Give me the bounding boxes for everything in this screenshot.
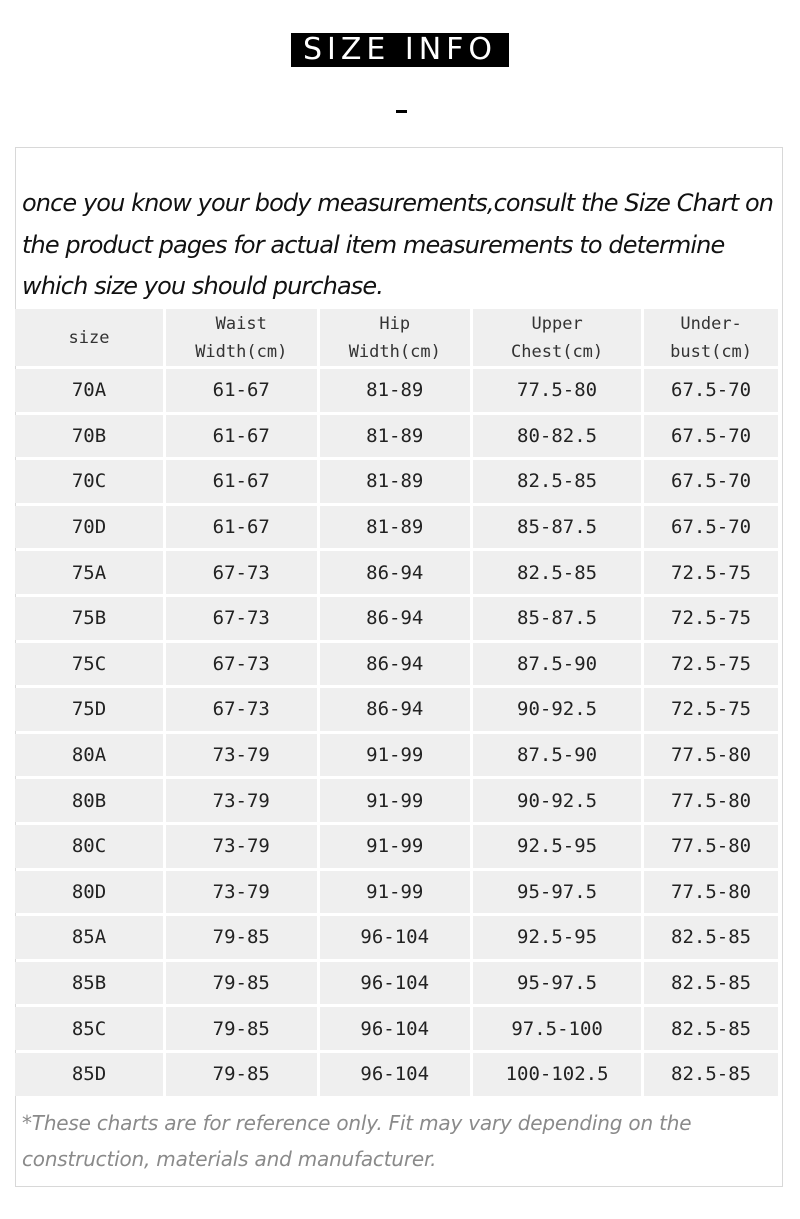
header-upper-chest-line2: Chest(cm) [511, 341, 604, 362]
hip-cell: 86-94 [320, 688, 471, 731]
hip-cell: 96-104 [320, 1007, 471, 1050]
table-row [15, 597, 778, 640]
hip-cell: 86-94 [320, 597, 471, 640]
upper-chest-cell: 90-92.5 [473, 779, 641, 822]
header-underbust-line1: Under- [680, 313, 742, 334]
waist-cell: 61-67 [166, 506, 317, 549]
underbust-cell: 72.5-75 [644, 688, 778, 731]
size-cell: 80B [15, 779, 163, 822]
header-size-label: size [68, 327, 110, 348]
hip-cell: 86-94 [320, 643, 471, 686]
hip-cell: 96-104 [320, 916, 471, 959]
upper-chest-cell: 90-92.5 [473, 688, 641, 731]
underbust-cell: 82.5-85 [644, 1053, 778, 1096]
hip-cell: 91-99 [320, 779, 471, 822]
hip-cell: 91-99 [320, 825, 471, 868]
header-size [15, 309, 163, 366]
size-cell: 85B [15, 962, 163, 1005]
table-row [15, 962, 778, 1005]
waist-cell: 79-85 [166, 1053, 317, 1096]
waist-cell: 79-85 [166, 916, 317, 959]
header-underbust [644, 309, 778, 366]
underbust-cell: 72.5-75 [644, 643, 778, 686]
hip-cell: 81-89 [320, 460, 471, 503]
table-row [15, 551, 778, 594]
underbust-cell: 67.5-70 [644, 506, 778, 549]
waist-cell: 79-85 [166, 962, 317, 1005]
header-underbust-line2: bust(cm) [670, 341, 753, 362]
size-cell: 75A [15, 551, 163, 594]
underbust-cell: 82.5-85 [644, 962, 778, 1005]
waist-cell: 73-79 [166, 871, 317, 914]
hip-cell: 96-104 [320, 1053, 471, 1096]
underbust-cell: 82.5-85 [644, 1007, 778, 1050]
waist-cell: 61-67 [166, 415, 317, 458]
header-upper-chest-line1: Upper [531, 313, 583, 334]
waist-cell: 67-73 [166, 597, 317, 640]
upper-chest-cell: 87.5-90 [473, 734, 641, 777]
size-cell: 70C [15, 460, 163, 503]
hip-cell: 81-89 [320, 369, 471, 412]
upper-chest-cell: 95-97.5 [473, 962, 641, 1005]
underbust-cell: 72.5-75 [644, 597, 778, 640]
size-cell: 85D [15, 1053, 163, 1096]
hip-cell: 96-104 [320, 962, 471, 1005]
size-cell: 80D [15, 871, 163, 914]
upper-chest-cell: 92.5-95 [473, 916, 641, 959]
waist-cell: 73-79 [166, 734, 317, 777]
title-underline-dash [396, 110, 407, 113]
upper-chest-cell: 100-102.5 [473, 1053, 641, 1096]
size-cell: 70B [15, 415, 163, 458]
underbust-cell: 82.5-85 [644, 916, 778, 959]
table-row [15, 460, 778, 503]
header-waist-line1: Waist [215, 313, 267, 334]
waist-cell: 79-85 [166, 1007, 317, 1050]
upper-chest-cell: 95-97.5 [473, 871, 641, 914]
waist-cell: 73-79 [166, 825, 317, 868]
header-hip-line1: Hip [379, 313, 411, 334]
header-hip [320, 309, 471, 366]
waist-cell: 61-67 [166, 369, 317, 412]
page-title: SIZE INFO [291, 33, 509, 67]
header-waist [166, 309, 317, 366]
size-chart-body [15, 369, 778, 1096]
hip-cell: 81-89 [320, 506, 471, 549]
underbust-cell: 77.5-80 [644, 779, 778, 822]
table-row [15, 916, 778, 959]
hip-cell: 91-99 [320, 871, 471, 914]
table-row [15, 506, 778, 549]
upper-chest-cell: 97.5-100 [473, 1007, 641, 1050]
hip-cell: 81-89 [320, 415, 471, 458]
hip-cell: 86-94 [320, 551, 471, 594]
size-cell: 75B [15, 597, 163, 640]
table-header-row [15, 309, 778, 366]
upper-chest-cell: 82.5-85 [473, 460, 641, 503]
upper-chest-cell: 87.5-90 [473, 643, 641, 686]
size-cell: 75C [15, 643, 163, 686]
hip-cell: 91-99 [320, 734, 471, 777]
underbust-cell: 77.5-80 [644, 871, 778, 914]
size-cell: 80C [15, 825, 163, 868]
upper-chest-cell: 92.5-95 [473, 825, 641, 868]
underbust-cell: 67.5-70 [644, 460, 778, 503]
table-row [15, 779, 778, 822]
size-cell: 70D [15, 506, 163, 549]
intro-text: once you know your body measurements,consult the Size Chart on the product pages for actual item measurements to determine which size you should purchase. [22, 189, 774, 300]
table-row [15, 688, 778, 731]
header-waist-line2: Width(cm) [195, 341, 288, 362]
underbust-cell: 77.5-80 [644, 734, 778, 777]
underbust-cell: 72.5-75 [644, 551, 778, 594]
waist-cell: 67-73 [166, 688, 317, 731]
size-cell: 85C [15, 1007, 163, 1050]
size-cell: 75D [15, 688, 163, 731]
footnote-text: *These charts are for reference only. Fit may vary depending on the construction, materials and manufacturer. [22, 1111, 692, 1171]
title-banner [0, 33, 800, 67]
underbust-cell: 77.5-80 [644, 825, 778, 868]
size-cell: 85A [15, 916, 163, 959]
upper-chest-cell: 85-87.5 [473, 506, 641, 549]
waist-cell: 67-73 [166, 643, 317, 686]
size-cell: 70A [15, 369, 163, 412]
table-row [15, 643, 778, 686]
size-cell: 80A [15, 734, 163, 777]
table-row [15, 415, 778, 458]
table-row [15, 369, 778, 412]
upper-chest-cell: 82.5-85 [473, 551, 641, 594]
underbust-cell: 67.5-70 [644, 369, 778, 412]
table-row [15, 1007, 778, 1050]
table-row [15, 871, 778, 914]
underbust-cell: 67.5-70 [644, 415, 778, 458]
size-chart-table [12, 306, 781, 1099]
waist-cell: 67-73 [166, 551, 317, 594]
header-upper-chest [473, 309, 641, 366]
waist-cell: 61-67 [166, 460, 317, 503]
upper-chest-cell: 77.5-80 [473, 369, 641, 412]
waist-cell: 73-79 [166, 779, 317, 822]
table-row [15, 825, 778, 868]
table-row [15, 734, 778, 777]
table-row [15, 1053, 778, 1096]
upper-chest-cell: 80-82.5 [473, 415, 641, 458]
header-hip-line2: Width(cm) [348, 341, 441, 362]
upper-chest-cell: 85-87.5 [473, 597, 641, 640]
